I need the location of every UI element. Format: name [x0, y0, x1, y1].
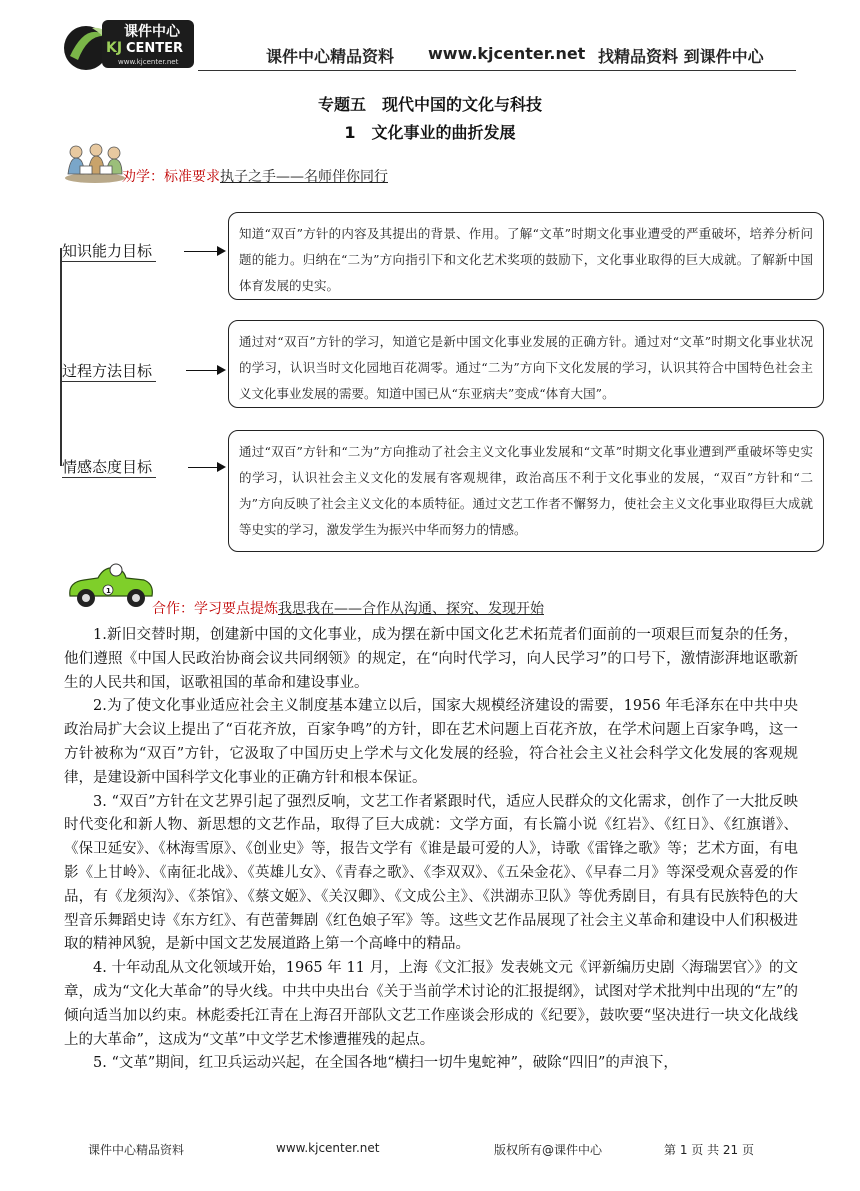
section-heading-underlined: 执子之手——名师伴你同行: [220, 169, 388, 185]
footer-page-number: 第 1 页 共 21 页: [664, 1143, 754, 1157]
paragraph-5: 5. “文革”期间，红卫兵运动兴起，在全国各地“横扫一切牛鬼蛇神”，破除“四旧”的声浪下，: [93, 1055, 678, 1072]
paragraph-3: 3. “双百”方针在文艺界引起了强烈反响，文艺工作者紧跟时代，适应人民群众的文化需求，创作了一大批反映时代变化和新人物、新思想的文艺作品，取得了巨大成就：文学方面，有长篇小说《红岩》、《红日》、《红旗谱》、《保卫延安》、《林海雪原》、《创业史》等，报告文学有《谁是最可爱的人》，诗歌《雷锋之歌》等；艺术方面，有电影《上甘岭》、《南征北战》、《英雄儿女》、《青春之歌》、《李双双》、《五朵金花》、《早春二月》等深受观众喜爱的作品，有《龙须沟》、《茶馆》、《蔡文姬》、《关汉卿》、《文成公主》、《洪湖赤卫队》等优秀剧目，有具有民族特色的大型音乐舞蹈史诗《东方红》、有芭蕾舞剧《红色娘子军》等。这些文艺作品展现了社会主义革命和建设中人们积极进取的精神风貌，是新中国文艺发展道路上第一个高峰中的精品。: [64, 793, 798, 953]
site-logo: [62, 16, 198, 72]
footer-site-link[interactable]: www.kjcenter.net: [276, 1141, 380, 1155]
footer-copyright: 版权所有@课件中心: [494, 1143, 603, 1157]
svg-text:1: 1: [106, 587, 111, 595]
goal-box-knowledge: 知道“双百”方针的内容及其提出的背景、作用。了解“文革”时期文化事业遭受的严重破坏，培养分析问题的能力。归纳在“二为”方向指引下和文化艺术奖项的鼓励下，文化事业取得的巨大成就。了解新中国体育发展的史实。: [228, 212, 824, 300]
header-left-text: 课件中心精品资料: [266, 47, 395, 66]
goal-label-emotion: 情感态度目标: [62, 456, 156, 478]
logo-url: www.kjcenter.net: [118, 58, 179, 66]
lesson-title: 1 文化事业的曲折发展: [344, 123, 516, 142]
logo-letters: KJ: [106, 40, 123, 56]
paragraph-2: 2.为了使文化事业适应社会主义制度基本建立以后，国家大规模经济建设的需要，1956 年毛泽东在中共中央政治局扩大会议上提出了“百花齐放，百家争鸣”的方针，即在艺术问题上百花齐放，在学术问题上百家争鸣，这一方针被称为“双百”方针，它汲取了中国历史上学术与文化发展的经验，符合社会主义社会科学文化发展的客观规律，是建设新中国科学文化事业的正确方针和根本保证。: [64, 698, 798, 786]
header-right-text: 找精品资料 到课件中心: [598, 47, 764, 66]
paragraph-4: 4. 十年动乱从文化领域开始，1965 年 11 月，上海《文汇报》发表姚文元《评新编历史剧〈海瑞罢官〉》的文章，成为“文化大革命”的导火线。中共中央出台《关于当前学术讨论的汇报提纲》，试图对学术批判中出现的“左”的倾向适当加以约束。林彪委托江青在上海召开部队文艺工作座谈会形成的《纪要》，鼓吹要“坚决进行一块文化战线上的大革命”，这成为“文革”中文学艺术惨遭摧残的起点。: [64, 960, 798, 1048]
paragraph-1: 1.新旧交替时期，创建新中国的文化事业，成为摆在新中国文化艺术拓荒者们面前的一项艰巨而复杂的任务，他们遵照《中国人民政治协商会议共同纲领》的规定，在“向时代学习，向人民学习”的口号下，激情澎湃地讴歌新生的人民共和国，讴歌祖国的革命和建设事业。: [64, 627, 798, 691]
footer-left-text: 课件中心精品资料: [88, 1143, 185, 1157]
header-site-link[interactable]: www.kjcenter.net: [428, 44, 586, 63]
section-heading-cooperation: [152, 598, 544, 618]
section-heading-standards: [122, 166, 388, 186]
goals-bracket-line: [60, 248, 62, 466]
section-heading-red: 劝学：标准要求: [122, 169, 220, 185]
header-divider: [198, 70, 796, 71]
goal-box-emotion: 通过“双百”方针和“二为”方向推动了社会主义文化事业发展和“文革”时期文化事业遭到严重破坏等史实的学习，认识社会主义文化的发展有客观规律，政治高压不利于文化事业的发展，“双百”方针和“二为”方向反映了社会主义文化的本质特征。通过文艺工作者不懈努力，使社会主义文化事业取得巨大成就等史实的学习，激发学生为振兴中华而努力的情感。: [228, 430, 824, 552]
goal-box-process: 通过对“双百”方针的学习，知道它是新中国文化事业发展的正确方针。通过对“文革”时期文化事业状况的学习，认识当时文化园地百花凋零。通过“二为”方向下文化发展的学习，认识其符合中国特色社会主义文化事业发展的需要。知道中国已从“东亚病夫”变成“体育大国”。: [228, 320, 824, 408]
goal-label-knowledge: 知识能力目标: [62, 240, 156, 262]
race-car-icon: [64, 558, 156, 610]
logo-cn: 课件中心: [124, 24, 180, 40]
arrow-right-icon: [186, 370, 224, 371]
section-heading-underlined: 我思我在——合作从沟通、探究、发现开始: [278, 601, 544, 617]
main-body: [64, 624, 798, 1076]
students-reading-icon: [62, 140, 128, 184]
logo-word: CENTER: [126, 41, 184, 56]
section-heading-red: 合作：学习要点提炼: [152, 601, 278, 617]
topic-title: 专题五 现代中国的文化与科技: [317, 95, 542, 114]
arrow-right-icon: [188, 467, 224, 468]
arrow-right-icon: [184, 251, 224, 252]
goal-label-process: 过程方法目标: [62, 360, 156, 382]
